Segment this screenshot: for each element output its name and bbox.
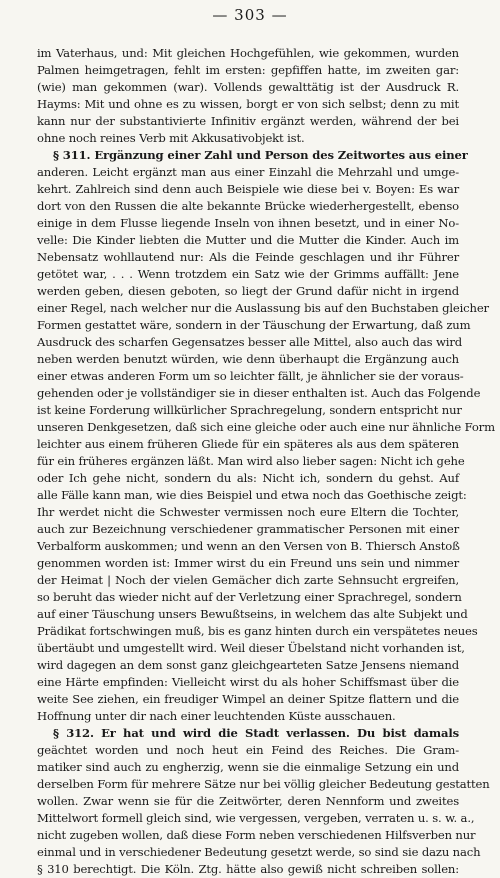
text-line: nicht zugeben wollen, daß diese Form neben verschiedenen Hilfsverben nur [37,828,476,842]
text-line: gehenden oder je vollständiger sie in dieser enthalten ist. Auch das Folgende [37,386,481,400]
text-line: derselben Form für mehrere Sätze nur bei völlig gleicher Bedeutung gestatten [37,777,490,791]
text-line: Ausdruck des scharfen Gegensatzes besser alle Mittel, also auch das wird [37,335,463,349]
text-line: velle: Die Kinder liebten die Mutter und die Mutter die Kinder. Auch im [37,233,459,247]
text-line: Verbalform auskommen; und wenn an den Versen von B. Thiersch Anstoß [37,539,460,553]
text-line: matiker sind auch zu engherzig, wenn sie die einmalige Setzung ein und [37,760,459,774]
text-line: wird dagegen an dem sonst ganz gleichgearteten Satze Jensens niemand [37,658,459,672]
text-line: anderen. Leicht ergänzt man aus einer Einzahl die Mehrzahl und umge- [37,165,459,179]
text-line: unseren Denkgesetzen, daß sich eine gleiche oder auch eine nur ähnliche Form [37,420,495,434]
text-line: eine Härte empfinden: Vielleicht wirst du als hoher Schiffsmast über die [37,675,459,689]
text-line: § 310 berechtigt. Die Köln. Ztg. hätte also gewiß nicht schreiben sollen: [37,862,459,876]
text-line: ohne noch reines Verb mit Akkusativobjekt ist. [37,131,305,145]
text-line: § 311. Ergänzung einer Zahl und Person des Zeitwortes aus einer [53,148,468,162]
text-line: einer Regel, nach welcher nur die Auslassung bis auf den Buchstaben gleicher [37,301,489,315]
text-line: der Heimat | Noch der vielen Gemächer dich zarte Sehnsucht ergreifen, [37,573,459,587]
text-line: übertäubt und umgestellt wird. Weil dieser Übelstand nicht vorhanden ist, [37,641,465,655]
text-line: Hoffnung unter dir nach einer leuchtenden Küste ausschauen. [37,709,396,723]
text-line: Formen gestattet wäre, sondern in der Täuschung der Erwartung, daß zum [37,318,471,332]
text-body [37,45,495,878]
text-line: auch zur Bezeichnung verschiedener grammatischer Personen mit einer [37,522,459,536]
text-line: leichter aus einem früheren Gliede für ein späteres als aus dem späteren [37,437,459,451]
text-line: Prädikat fortschwingen muß, bis es ganz hinten durch ein verspätetes neues [37,624,478,638]
text-line: einer etwas anderen Form um so leichter fällt, je ähnlicher sie der voraus- [37,369,464,383]
text-line: auf einer Täuschung unsers Bewußtseins, in welchem das alte Subjekt und [37,607,468,621]
text-line: Mittelwort formell gleich sind, wie vergessen, vergeben, verraten u. s. w. a., [37,811,475,825]
text-line: ist keine Forderung willkürlicher Sprachregelung, sondern entspricht nur [37,403,462,417]
text-line: für ein früheres ergänzen läßt. Man wird also lieber sagen: Nicht ich gehe [37,454,465,468]
text-line: wollen. Zwar wenn sie für die Zeitwörter, deren Nennform und zweites [37,794,459,808]
text-line: (wie) man gekommen (war). Vollends gewalttätig ist der Ausdruck R. [37,80,459,94]
text-line: geächtet worden und noch heut ein Feind des Reiches. Die Gram- [37,743,459,757]
text-line: einmal und in verschiedener Bedeutung gesetzt werde, so sind sie dazu nach [37,845,481,859]
text-line: getötet war, . . . Wenn trotzdem ein Satz wie der Grimms auffällt: Jene [37,267,459,281]
text-line: neben werden benutzt würden, wie denn überhaupt die Ergänzung auch [37,352,459,366]
text-line: Hayms: Mit und ohne es zu wissen, borgt er von sich selbst; denn zu mit [37,97,459,111]
text-line: Palmen heimgetragen, fehlt im ersten: gepfiffen hatte, im zweiten gar: [37,63,459,77]
text-line: genommen worden ist: Immer wirst du ein Freund uns sein und nimmer [37,556,459,570]
text-line: alle Fälle kann man, wie dies Beispiel und etwa noch das Goethische zeigt: [37,488,467,502]
text-line: kehrt. Zahlreich sind denn auch Beispiele wie diese bei v. Boyen: Es war [37,182,459,196]
text-line: dort von den Russen die alte bekannte Brücke wiederhergestellt, ebenso [37,199,459,213]
text-line: so beruht das wieder nicht auf der Verletzung einer Sprachregel, sondern [37,590,462,604]
text-line: § 312. Er hat und wird die Stadt verlassen. Du bist damals [53,726,459,740]
page-number: — 303 — [212,6,288,24]
text-line: werden geben, diesen geboten, so liegt der Grund dafür nicht in irgend [37,284,459,298]
text-line: Nebensatz wohllautend nur: Als die Feinde geschlagen und ihr Führer [37,250,459,264]
text-line: im Vaterhaus, und: Mit gleichen Hochgefühlen, wie gekommen, wurden [37,46,459,60]
text-line: oder Ich gehe nicht, sondern du als: Nicht ich, sondern du gehst. Auf [37,471,459,485]
text-line: kann nur der substantivierte Infinitiv ergänzt werden, während der bei [37,114,459,128]
text-line: Ihr werdet nicht die Schwester vermissen noch eure Eltern die Tochter, [37,505,459,519]
text-line: einige in dem Flusse liegende Inseln von ihnen besetzt, und in einer No- [37,216,459,230]
text-line: weite See ziehen, ein freudiger Wimpel an deiner Spitze flattern und die [37,692,459,706]
